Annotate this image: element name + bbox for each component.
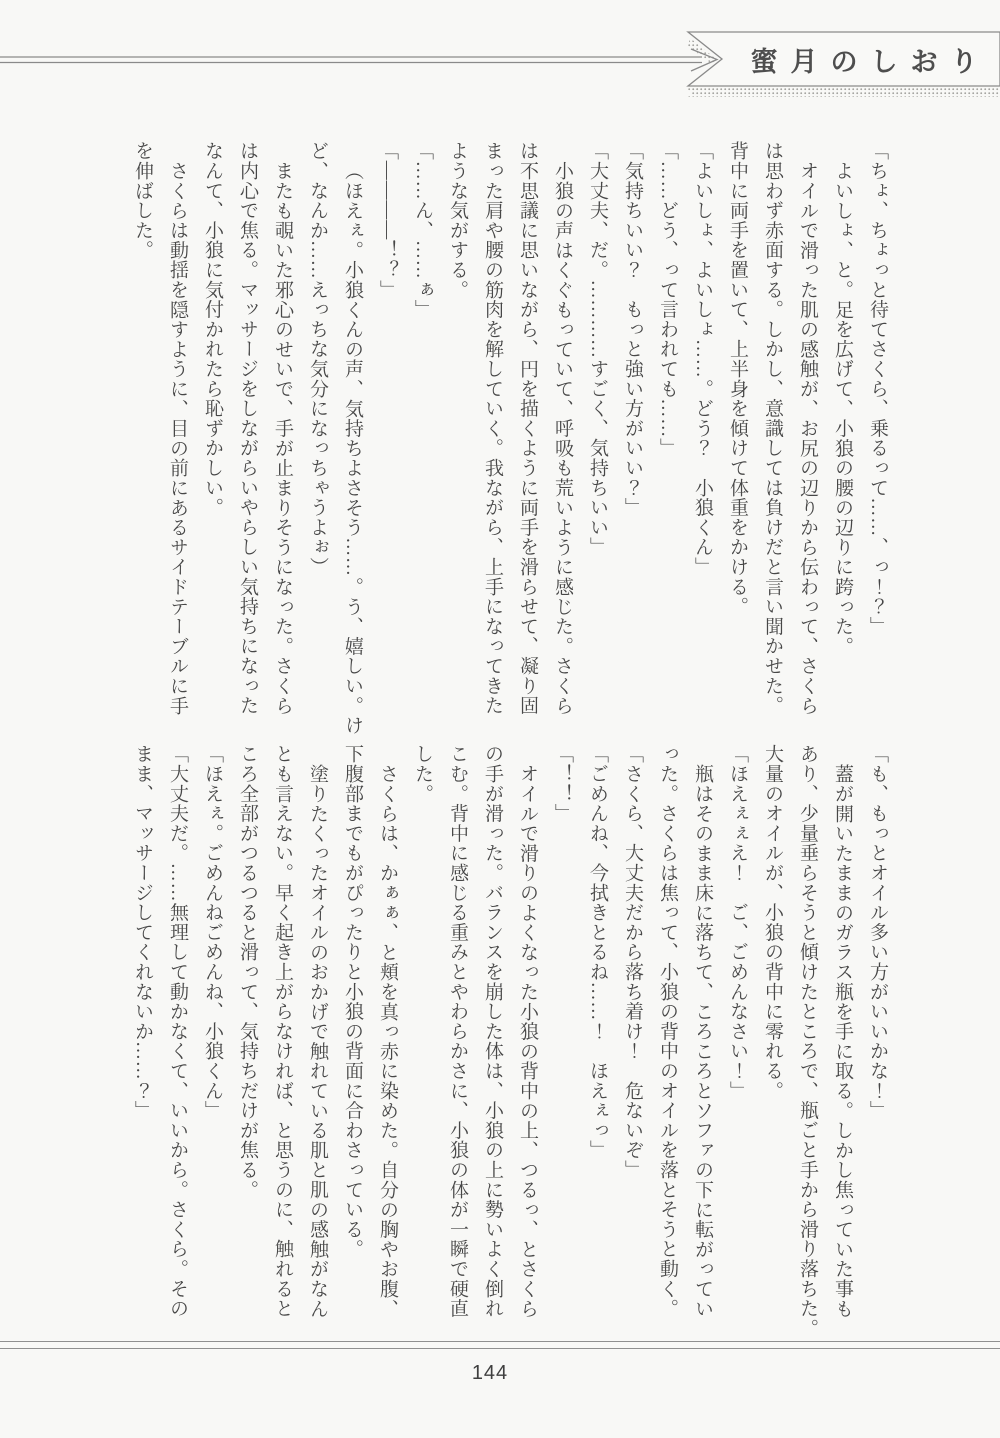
text-line: 「ほえぇぇえ！ ご、ごめんなさい！」 [727, 744, 748, 1101]
text-line: 小狼の声はくぐもっていて、呼吸も荒いように感じた。さくら [552, 161, 573, 716]
text-line: 「ほえぇ。ごめんねごめんね、小狼くん」 [202, 744, 223, 1121]
text-line: ど、なんか……えっちな気分になっちゃうよぉ） [307, 141, 328, 577]
text-line: 「よいしょ、よいしょ……。どう？ 小狼くん」 [692, 141, 713, 577]
text-line: （ほえぇ。小狼くんの声、気持ちよさそう……。う、嬉しい。け [342, 161, 363, 736]
text-line: さくらは、かぁぁ、と頬を真っ赤に染めた。自分の胸やお腹、 [377, 764, 398, 1319]
text-line: の手が滑った。バランスを崩した体は、小狼の上に勢いよく倒れ [482, 744, 503, 1319]
text-line: ような気がする。 [447, 141, 468, 300]
text-line: った。さくらは焦って、小狼の背中のオイルを落とそうと動く。 [657, 744, 678, 1319]
band-shadow [688, 88, 1000, 97]
text-line: 背中に両手を置いて、上半身を傾けて体重をかける。 [727, 141, 748, 617]
text-line: 下腹部までもがぴったりと小狼の背面に合わさっている。 [342, 744, 363, 1259]
text-line: オイルで滑った肌の感触が、お尻の辺りから伝わって、さくら [797, 161, 818, 716]
text-block-bottom [123, 744, 895, 1358]
text-line: した。 [412, 744, 433, 804]
text-line: は思わず赤面する。しかし、意識しては負けだと言い聞かせた。 [762, 141, 783, 716]
text-line: を伸ばした。 [132, 141, 153, 260]
text-line: 「……どう、って言われても……」 [657, 141, 678, 458]
text-line: は不思議に思いながら、円を描くように両手を滑らせて、凝り固 [517, 141, 538, 716]
text-line: とも言えない。早く起き上がらなければ、と思うのに、触れると [272, 744, 293, 1319]
text-line: よいしょ、と。足を広げて、小狼の腰の辺りに跨った。 [832, 161, 853, 656]
text-line: 大量のオイルが、小狼の背中に零れる。 [762, 744, 783, 1101]
text-line: 塗りたくったオイルのおかげで触れている肌と肌の感触がなん [307, 764, 328, 1319]
text-line: 蓋が開いたままのガラス瓶を手に取る。しかし焦っていた事も [832, 764, 853, 1319]
chapter-title: 蜜月のしおり [750, 46, 991, 77]
text-line: 「！！」 [552, 744, 573, 824]
text-line: は内心で焦る。マッサージをしながらいやらしい気持ちになった [237, 141, 258, 716]
text-line: 「……ん、……ぁ」 [412, 141, 433, 320]
text-line: ころ全部がつるつると滑って、気持ちだけが焦る。 [237, 744, 258, 1200]
footer-rule [0, 1341, 1000, 1349]
text-line: 「――――！？」 [377, 141, 398, 300]
text-line: 「大丈夫だ。……無理して動かなくて、いいから。さくら。その [167, 744, 188, 1319]
text-line: まま、マッサージしてくれないか……？」 [132, 744, 153, 1121]
text-line: またも覗いた邪心のせいで、手が止まりそうになった。さくら [272, 161, 293, 716]
text-line: 「ちょ、ちょっと待てさくら、乗るって……、っ！？」 [867, 141, 888, 636]
text-line: 「気持ちいい？ もっと強い方がいい？」 [622, 141, 643, 518]
text-line: こむ。背中に感じる重みとやわらかさに、小狼の体が一瞬で硬直 [447, 744, 468, 1319]
text-line: 瓶はそのまま床に落ちて、ころころとソファの下に転がってい [692, 764, 713, 1319]
text-line: あり、少量垂らそうと傾けたところで、瓶ごと手から滑り落ちた。 [797, 744, 818, 1338]
text-line: 「大丈夫、だ。…………すごく、気持ちいい」 [587, 141, 608, 557]
text-line: 「も、もっとオイル多い方がいいかな！」 [867, 744, 888, 1121]
page-number: 144 [471, 1362, 509, 1384]
text-line: オイルで滑りのよくなった小狼の背中の上、つるっ、とさくら [517, 764, 538, 1319]
text-line: 「ごめんね、今拭きとるね……！ ほえぇっ」 [587, 744, 608, 1160]
text-line: さくらは動揺を隠すように、目の前にあるサイドテーブルに手 [167, 161, 188, 716]
text-line: 「さくら、大丈夫だから落ち着け！ 危ないぞ」 [622, 744, 643, 1180]
text-line: なんて、小狼に気付かれたら恥ずかしい。 [202, 141, 223, 518]
text-block-top [123, 141, 895, 755]
text-line: まった肩や腰の筋肉を解していく。我ながら、上手になってきた [482, 141, 503, 716]
